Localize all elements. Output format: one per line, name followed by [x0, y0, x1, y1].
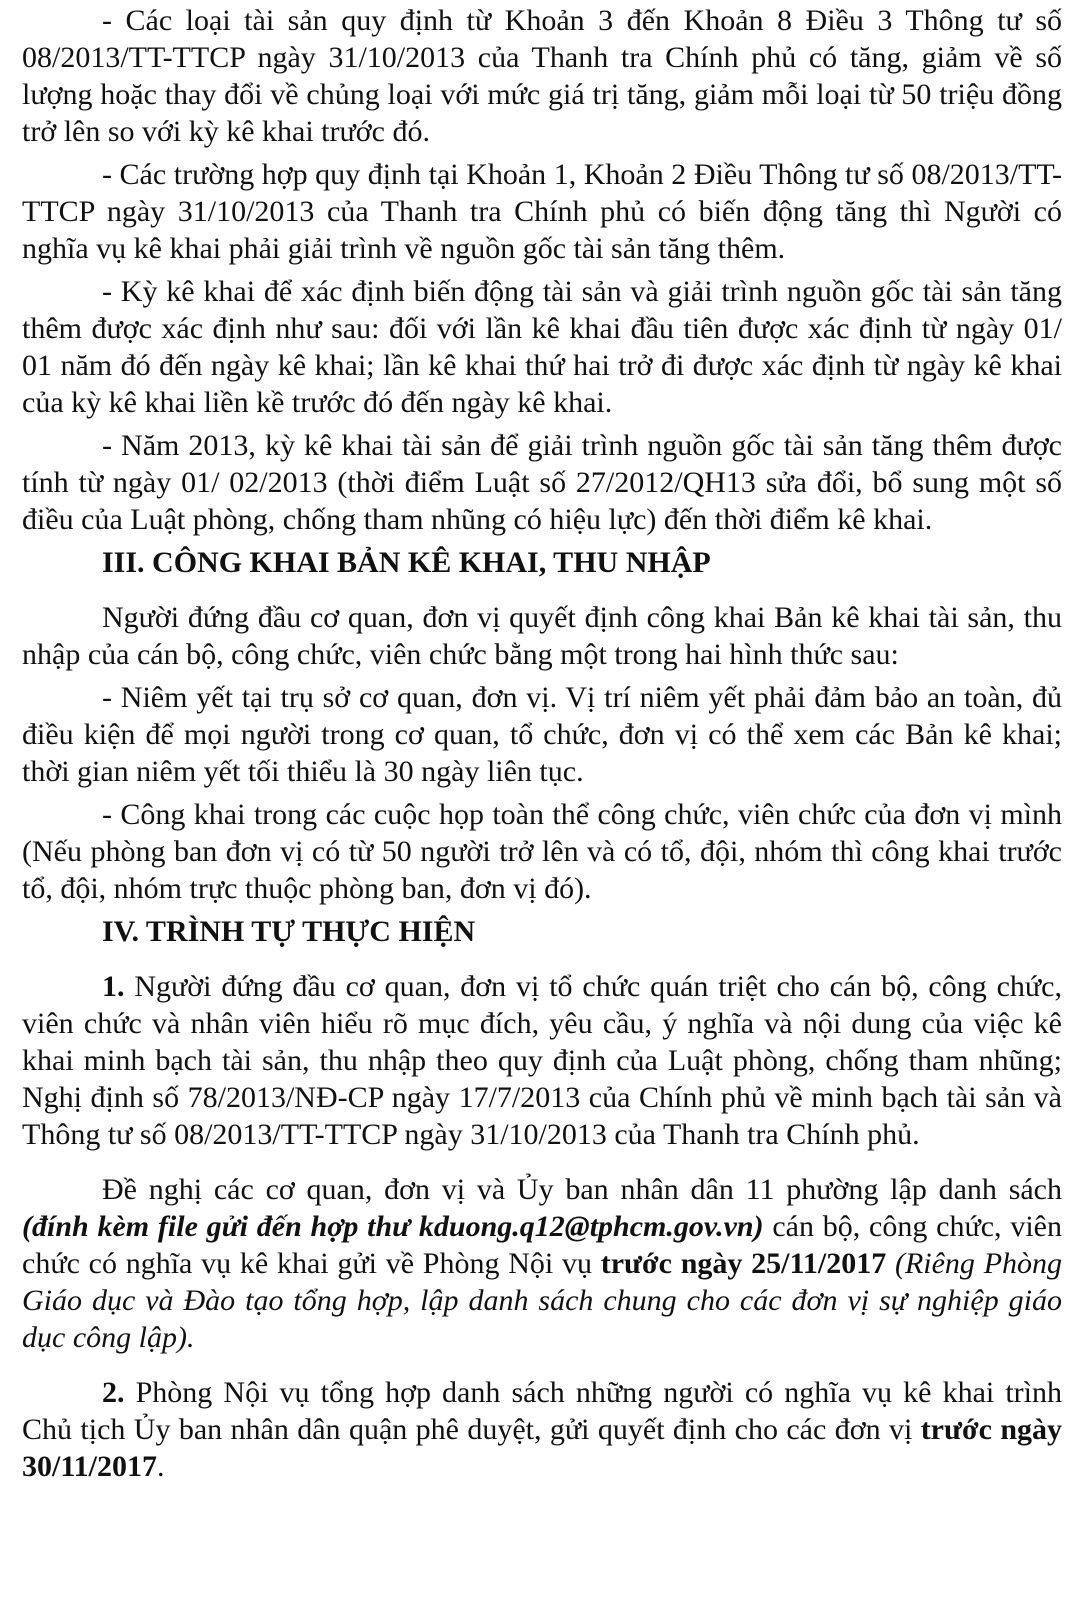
paragraph-step-1: [22, 968, 1062, 1153]
paragraph-meeting-disclosure: - Công khai trong các cuộc họp toàn thể công chức, viên chức của đơn vị mình (Nếu phòng ban đơn vị có từ 50 người trở lên và có tổ, đội, nhóm thì công khai trước tổ, đội, nhóm trực thuộc phòng ban, đơn vị đó).: [22, 798, 1062, 905]
section-heading-iii: III. CÔNG KHAI BẢN KÊ KHAI, THU NHẬP: [102, 546, 711, 579]
paragraph-declaration-period: - Kỳ kê khai để xác định biến động tài sản và giải trình nguồn gốc tài sản tăng thêm được xác định như sau: đối với lần kê khai đầu tiên được xác định từ ngày 01/ 01 năm đó đến ngày kê khai; lần kê khai thứ hai trở đi được xác định từ ngày kê khai của kỳ kê khai liền kề trước đó đến ngày kê khai.: [22, 275, 1062, 419]
request-text-a: Đề nghị các cơ quan, đơn vị và Ủy ban nhân dân 11 phường lập danh sách: [102, 1173, 1062, 1206]
request-education-note: (Riêng Phòng Giáo dục và Đào tạo tổng hợp, lập danh sách chung cho các đơn vị sự nghiệp giáo dục công lập).: [22, 1247, 1063, 1354]
paragraph-step-2: [22, 1374, 1062, 1485]
paragraph-explanation-cases: - Các trường hợp quy định tại Khoản 1, Khoản 2 Điều Thông tư số 08/2013/TT-TTCP ngày 31/10/2013 của Thanh tra Chính phủ có biến động tăng thì Người có nghĩa vụ kê khai phải giải trình về nguồn gốc tài sản tăng thêm.: [22, 158, 1062, 265]
paragraph-asset-types: - Các loại tài sản quy định từ Khoản 3 đến Khoản 8 Điều 3 Thông tư số 08/2013/TT-TTCP ngày 31/10/2013 của Thanh tra Chính phủ có tăng, giảm về số lượng hoặc thay đổi về chủng loại với mức giá trị tăng, giảm mỗi loại từ 50 triệu đồng trở lên so với kỳ kê khai trước đó.: [22, 4, 1062, 148]
section-heading-iv: IV. TRÌNH TỰ THỰC HIỆN: [102, 915, 476, 948]
step-2-number: 2.: [102, 1376, 125, 1409]
document-page: [22, 2, 1062, 1485]
request-deadline: trước ngày 25/11/2017: [600, 1247, 887, 1280]
request-text-e: [886, 1247, 895, 1280]
request-text-c: cán bộ, công chức, viên chức có nghĩa vụ kê khai gửi về Phòng Nội vụ: [22, 1210, 1062, 1280]
request-email-note: (đính kèm file gửi đến hợp thư kduong.q12@tphcm.gov.vn): [22, 1210, 764, 1243]
paragraph-posting: - Niêm yết tại trụ sở cơ quan, đơn vị. Vị trí niêm yết phải đảm bảo an toàn, đủ điều kiện để mọi người trong cơ quan, tổ chức, đơn vị có thể xem các Bản kê khai; thời gian niêm yết tối thiểu là 30 ngày liên tục.: [22, 681, 1062, 788]
paragraph-public-disclosure: Người đứng đầu cơ quan, đơn vị quyết định công khai Bản kê khai tài sản, thu nhập của cán bộ, công chức, viên chức bằng một trong hai hình thức sau:: [22, 601, 1062, 671]
paragraph-year-2013: - Năm 2013, kỳ kê khai tài sản để giải trình nguồn gốc tài sản tăng thêm được tính từ ngày 01/ 02/2013 (thời điểm Luật số 27/2012/QH13 sửa đổi, bổ sung một số điều của Luật phòng, chống tham nhũng có hiệu lực) đến thời điểm kê khai.: [22, 429, 1062, 536]
paragraph-request-list: [22, 1171, 1062, 1356]
step-2-deadline: trước ngày 30/11/2017: [22, 1413, 1062, 1483]
step-2-text-a: Phòng Nội vụ tổng hợp danh sách những người có nghĩa vụ kê khai trình Chủ tịch Ủy ban nhân dân quận phê duyệt, gửi quyết định cho các đơn vị: [22, 1376, 1062, 1446]
step-1-number: 1.: [102, 970, 125, 1003]
step-2-text-c: .: [157, 1450, 165, 1483]
step-1-text: Người đứng đầu cơ quan, đơn vị tổ chức quán triệt cho cán bộ, công chức, viên chức và nhân viên hiểu rõ mục đích, yêu cầu, ý nghĩa và nội dung của việc kê khai minh bạch tài sản, thu nhập theo quy định của Luật phòng, chống tham nhũng; Nghị định số 78/2013/NĐ-CP ngày 17/7/2013 của Chính phủ về minh bạch tài sản và Thông tư số 08/2013/TT-TTCP ngày 31/10/2013 của Thanh tra Chính phủ.: [22, 970, 1062, 1151]
